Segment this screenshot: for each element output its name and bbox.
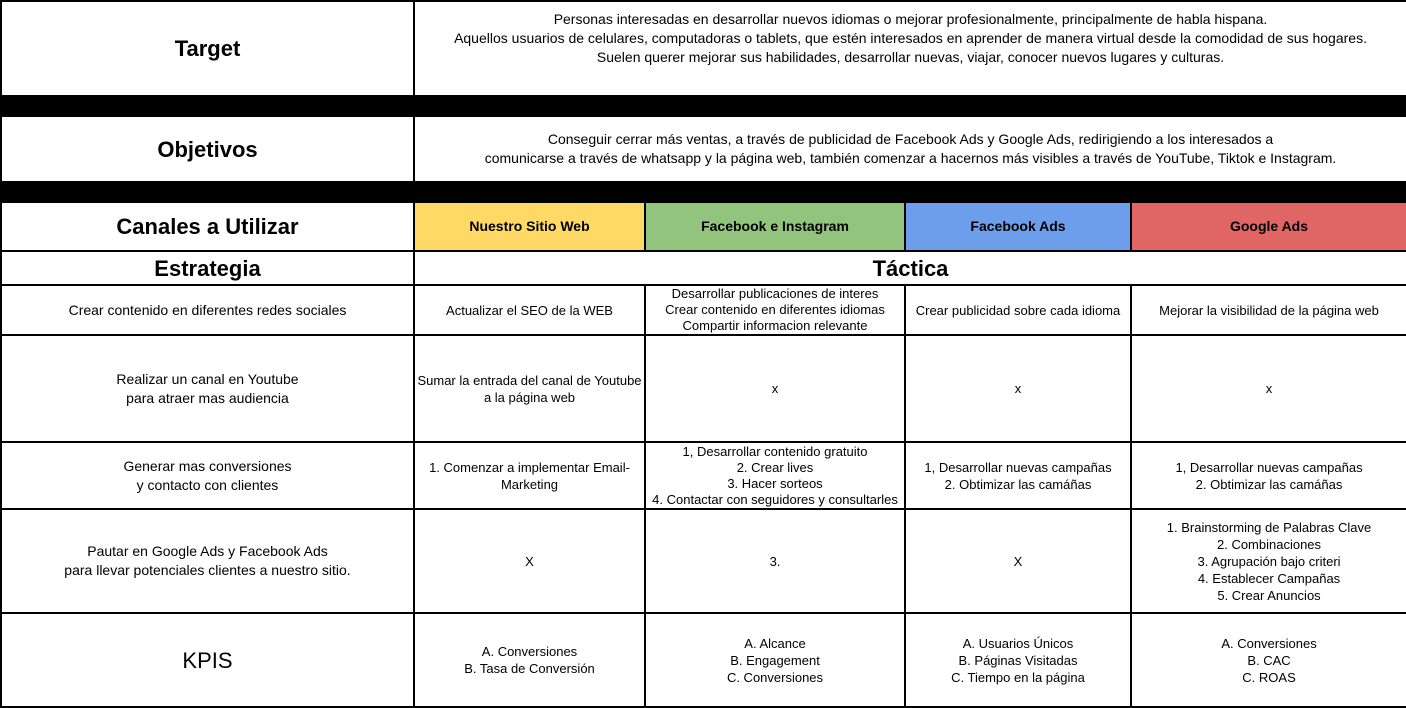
tactic-line: 1. Comenzar a implementar Email-	[429, 459, 630, 475]
objetivos-line: comunicarse a través de whatsapp y la página web, también comenzar a hacernos más visibles a través de YouTube, Tiktok e Instagram.	[484, 150, 1337, 166]
tactic-line: 1, Desarrollar nuevas campañas	[1175, 459, 1363, 475]
channel-facebook-instagram: Facebook e Instagram	[645, 202, 905, 251]
channel-google-ads: Google Ads	[1131, 202, 1406, 251]
strategy-line: para atraer mas audiencia	[126, 389, 289, 406]
tactic-line: 1, Desarrollar nuevas campañas	[924, 459, 1112, 475]
strategy-line: Realizar un canal en Youtube	[116, 370, 299, 387]
kpi-line: C. Tiempo en la página	[951, 669, 1085, 685]
objetivos-line: Conseguir cerrar más ventas, a través de publicidad de Facebook Ads y Google Ads, redirigiendo a los interesados a	[547, 131, 1274, 147]
kpi-line: A. Conversiones	[481, 644, 578, 659]
kpi-cell-facebook-ads	[905, 613, 1131, 707]
target-description	[414, 1, 1406, 96]
tactic-cell-google-ads	[1131, 285, 1406, 335]
tactic-cell-google-ads	[1131, 509, 1406, 613]
objetivos-description	[414, 116, 1406, 182]
tactic-line: 4. Contactar con seguidores y consultarles	[652, 491, 898, 507]
tactic-cell-google-ads	[1131, 442, 1406, 509]
tactic-cell-facebook-instagram	[645, 442, 905, 509]
tactic-line: x	[1265, 381, 1273, 396]
tactic-cell-facebook-ads	[905, 509, 1131, 613]
canales-row	[1, 202, 1406, 251]
tactic-line: 5. Crear Anuncios	[1217, 587, 1321, 603]
tactic-cell-facebook-instagram	[645, 335, 905, 442]
tactic-cell-sitio-web	[414, 285, 645, 335]
tactic-line: 2. Obtimizar las camáñas	[1195, 476, 1343, 492]
tactic-cell-facebook-ads	[905, 335, 1131, 442]
strategy-line: Generar mas conversiones	[123, 457, 292, 474]
estrategia-header: Estrategia	[1, 251, 414, 285]
tactic-line: 3. Hacer sorteos	[727, 475, 823, 491]
kpi-cell-google-ads	[1131, 613, 1406, 707]
target-line: Suelen querer mejorar sus habilidades, desarrollar nuevas, viajar, conocer nuevos lugares y culturas.	[596, 49, 1225, 65]
strategy-row	[1, 285, 1406, 335]
kpi-cell-facebook-instagram	[645, 613, 905, 707]
kpi-line: C. ROAS	[1242, 669, 1296, 685]
target-line: Personas interesadas en desarrollar nuevos idiomas o mejorar profesionalmente, principalmente de habla hispana.	[553, 11, 1268, 27]
kpi-line: B. Engagement	[730, 652, 820, 668]
strategy-line: Pautar en Google Ads y Facebook Ads	[87, 543, 328, 559]
target-label: Target	[1, 1, 414, 96]
tactic-line: X	[1013, 553, 1023, 569]
tactic-line: Compartir informacion relevante	[682, 318, 868, 333]
kpi-cell-sitio-web	[414, 613, 645, 707]
tactic-line: Crear publicidad sobre cada idioma	[915, 302, 1121, 318]
tactic-line: 2. Combinaciones	[1216, 536, 1322, 552]
kpi-line: B. Tasa de Conversión	[464, 661, 595, 676]
tactic-line: Sumar la entrada del canal de Youtube	[417, 372, 642, 388]
kpi-line: A. Alcance	[744, 635, 806, 651]
tactic-cell-sitio-web	[414, 335, 645, 442]
tactic-line: X	[525, 553, 534, 569]
strategy-cell	[1, 335, 414, 442]
tactic-line: 3. Agrupación bajo criteri	[1197, 553, 1341, 569]
tactic-line: x	[1014, 381, 1022, 396]
channel-sitio-web: Nuestro Sitio Web	[414, 202, 645, 251]
tactic-cell-facebook-ads	[905, 285, 1131, 335]
tactic-line: Actualizar el SEO de la WEB	[446, 302, 613, 318]
strategy-cell	[1, 285, 414, 335]
kpi-line: A. Usuarios Únicos	[962, 635, 1074, 651]
tactic-line: 2. Crear lives	[736, 459, 814, 475]
target-row	[1, 1, 1406, 96]
objetivos-label: Objetivos	[1, 116, 414, 182]
tactic-cell-sitio-web	[414, 442, 645, 509]
separator-bar	[1, 182, 1406, 202]
kpis-row	[1, 613, 1406, 707]
strategy-line: para llevar potenciales clientes a nuestro sitio.	[64, 562, 351, 578]
kpi-line: B. CAC	[1247, 652, 1291, 668]
tactica-header: Táctica	[414, 251, 1406, 285]
strategy-line: Crear contenido en diferentes redes sociales	[68, 301, 347, 318]
header-row	[1, 251, 1406, 285]
tactic-line: 2. Obtimizar las camáñas	[944, 476, 1092, 492]
tactic-line: 4. Establecer Campañas	[1197, 570, 1341, 586]
tactic-cell-facebook-instagram	[645, 285, 905, 335]
strategy-cell	[1, 509, 414, 613]
canales-label: Canales a Utilizar	[1, 202, 414, 251]
separator-row	[1, 182, 1406, 202]
separator-row	[1, 96, 1406, 116]
tactic-line: Mejorar la visibilidad de la página web	[1159, 302, 1379, 318]
kpi-line: A. Conversiones	[1221, 635, 1317, 651]
tactic-cell-google-ads	[1131, 335, 1406, 442]
tactic-line: 3.	[769, 553, 781, 569]
tactic-line: Desarrollar publicaciones de interes	[671, 286, 879, 301]
tactic-line: Crear contenido en diferentes idiomas	[665, 302, 885, 317]
channel-facebook-ads: Facebook Ads	[905, 202, 1131, 251]
strategy-row	[1, 442, 1406, 509]
kpi-line: C. Conversiones	[726, 669, 824, 685]
tactic-line: Marketing	[500, 476, 559, 492]
tactic-line: 1. Brainstorming de Palabras Clave	[1166, 519, 1372, 535]
separator-bar	[1, 96, 1406, 116]
tactic-line: 1, Desarrollar contenido gratuito	[682, 443, 868, 459]
kpis-label: KPIS	[1, 613, 414, 707]
target-line: Aquellos usuarios de celulares, computadoras o tablets, que estén interesados en aprender de manera virtual desde la comodidad de sus hogares.	[454, 30, 1367, 46]
tactic-cell-sitio-web	[414, 509, 645, 613]
objetivos-row	[1, 116, 1406, 182]
tactic-line: a la página web	[483, 389, 576, 405]
tactic-line: x	[771, 381, 779, 396]
strategy-line: y contacto con clientes	[136, 476, 279, 493]
strategy-cell	[1, 442, 414, 509]
tactic-cell-facebook-instagram	[645, 509, 905, 613]
kpi-line: B. Páginas Visitadas	[958, 652, 1078, 668]
strategy-row	[1, 335, 1406, 442]
tactic-cell-facebook-ads	[905, 442, 1131, 509]
strategy-row	[1, 509, 1406, 613]
